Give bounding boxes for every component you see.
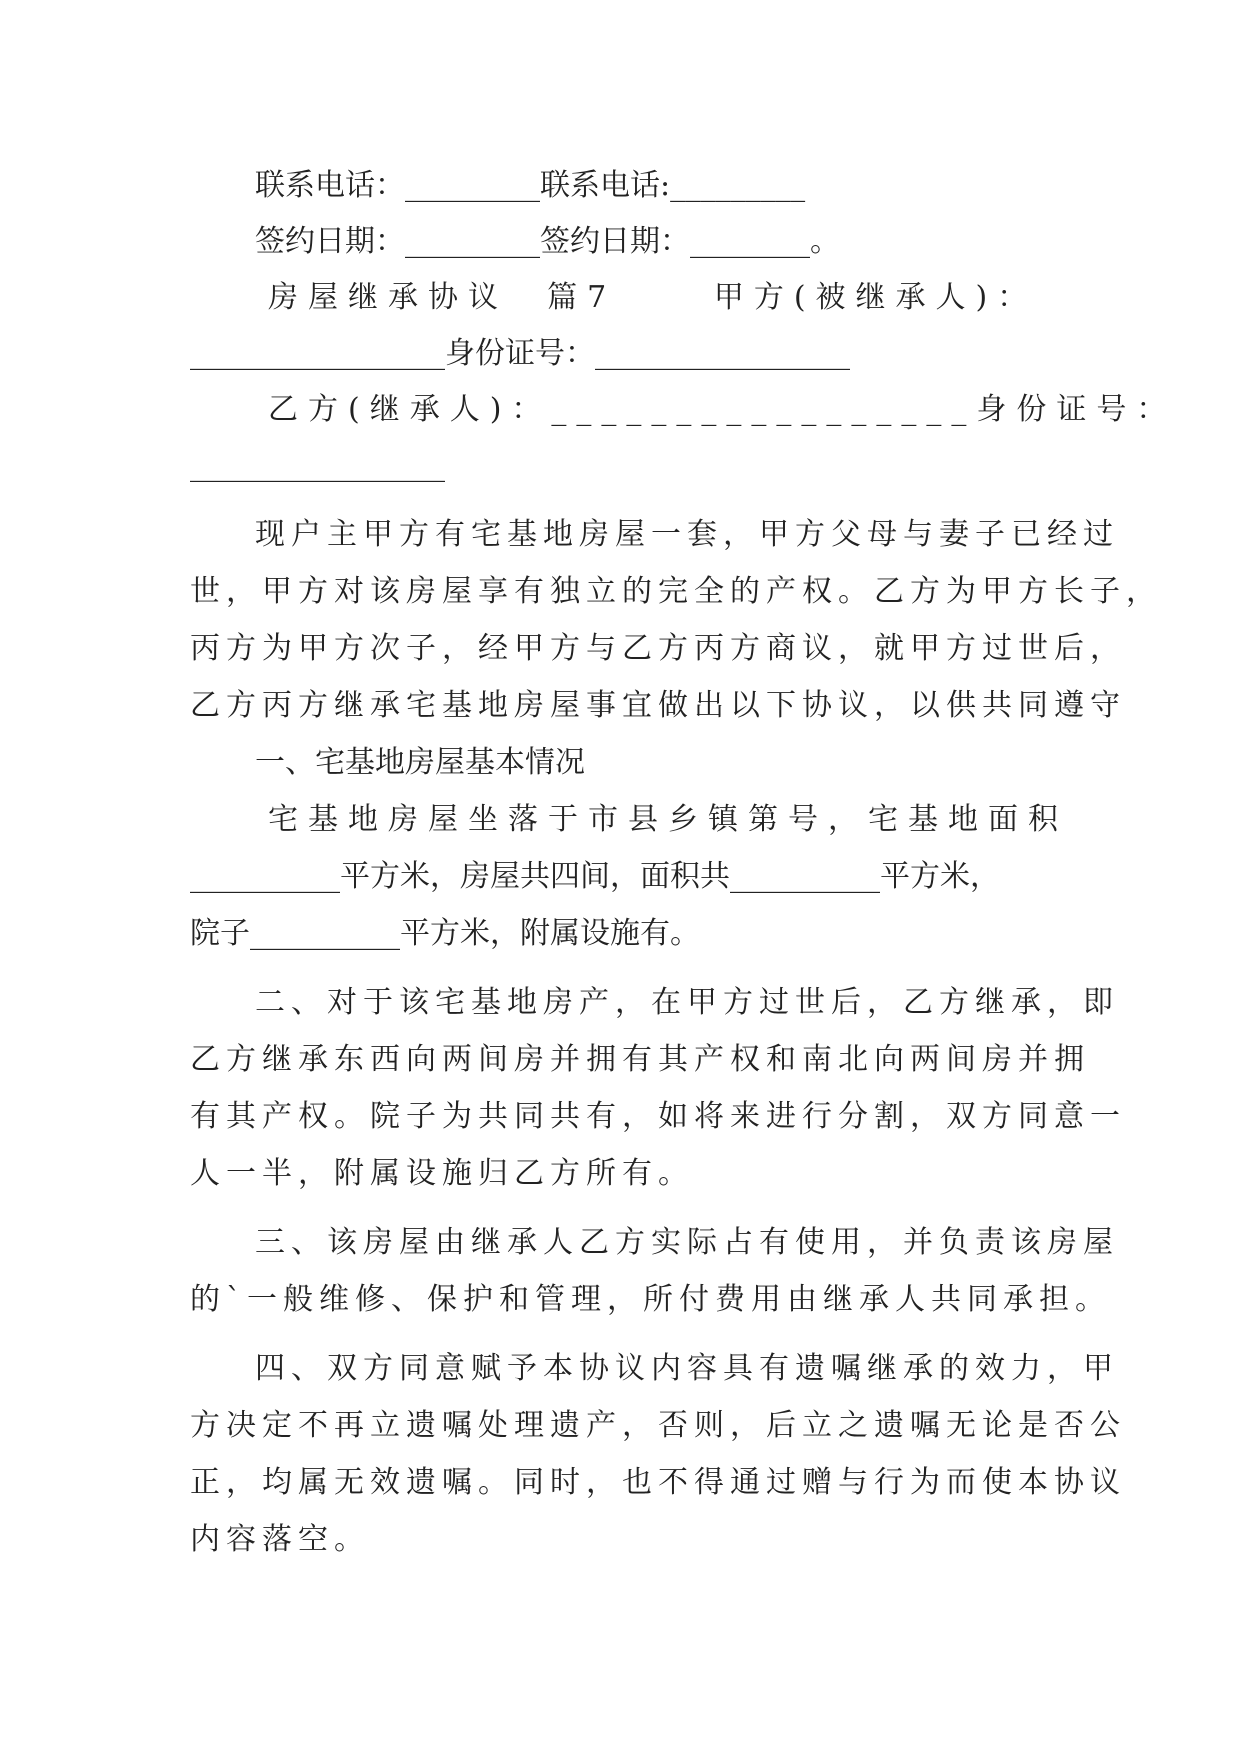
paragraph-line: __________平方米，房屋共四间，面积共__________平方米， bbox=[190, 859, 1000, 894]
section-title-line: 房屋继承协议 篇7 甲方(被继承人)： bbox=[268, 280, 1038, 315]
clause-4-line: 方决定不再立遗嘱处理遗产，否则，后立之遗嘱无论是否公 bbox=[190, 1408, 1126, 1443]
party-b-id-blank: _________________ bbox=[190, 448, 445, 483]
sign-date-line: 签约日期：_________签约日期：________。 bbox=[255, 224, 840, 259]
contact-phone-line: 联系电话：_________联系电话:_________ bbox=[255, 168, 806, 203]
clause-3-line: 的`一般维修、保护和管理，所付费用由继承人共同承担。 bbox=[190, 1282, 1111, 1317]
paragraph-line: 宅基地房屋坐落于市县乡镇第号，宅基地面积 bbox=[268, 802, 1068, 837]
paragraph-line: 世，甲方对该房屋享有独立的完全的产权。乙方为甲方长子， bbox=[190, 574, 1162, 609]
clause-4-line: 四、双方同意赋予本协议内容具有遗嘱继承的效力，甲 bbox=[255, 1351, 1119, 1386]
paragraph-line: 现户主甲方有宅基地房屋一套，甲方父母与妻子已经过 bbox=[255, 517, 1119, 552]
paragraph-line: 丙方为甲方次子，经甲方与乙方丙方商议，就甲方过世后， bbox=[190, 631, 1126, 666]
clause-4-line: 内容落空。 bbox=[190, 1522, 370, 1557]
clause-2-line: 人一半，附属设施归乙方所有。 bbox=[190, 1156, 694, 1191]
clause-2-line: 乙方继承东西向两间房并拥有其产权和南北向两间房并拥 bbox=[190, 1042, 1090, 1077]
section-heading-1: 一、宅基地房屋基本情况 bbox=[255, 745, 585, 780]
party-a-id-line: _________________身份证号：_________________ bbox=[190, 336, 850, 371]
party-b-line: 乙方(继承人)：_________________身份证号： bbox=[268, 392, 1177, 427]
clause-4-line: 正，均属无效遗嘱。同时，也不得通过赠与行为而使本协议 bbox=[190, 1465, 1126, 1500]
clause-2-line: 二、对于该宅基地房产，在甲方过世后，乙方继承，即 bbox=[255, 985, 1119, 1020]
clause-3-line: 三、该房屋由继承人乙方实际占有使用，并负责该房屋 bbox=[255, 1225, 1119, 1260]
paragraph-line: 院子__________平方米，附属设施有。 bbox=[190, 916, 700, 951]
clause-2-line: 有其产权。院子为共同共有，如将来进行分割，双方同意一 bbox=[190, 1099, 1126, 1134]
paragraph-line: 乙方丙方继承宅基地房屋事宜做出以下协议，以供共同遵守 bbox=[190, 688, 1126, 723]
